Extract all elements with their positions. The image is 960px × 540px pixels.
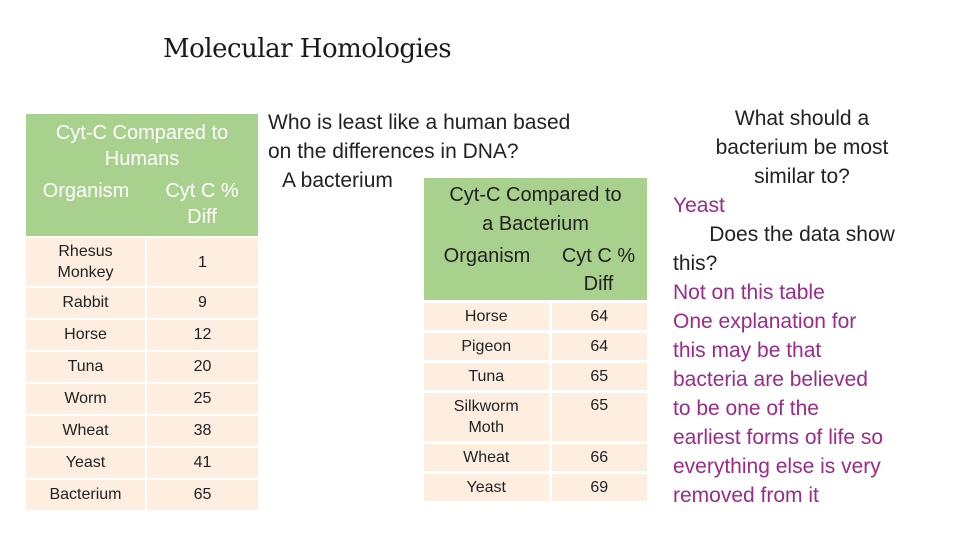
organism-cell: Yeast — [424, 473, 550, 502]
table-caption-row — [26, 114, 258, 178]
table-caption-row — [424, 178, 647, 242]
organism-line: Monkey — [57, 264, 114, 281]
table-row — [26, 383, 258, 415]
diff-cell: 9 — [146, 287, 258, 319]
side-question-line: Does the data show — [709, 223, 895, 246]
table-row — [424, 362, 647, 392]
side-explanation-line: to be one of the — [673, 397, 819, 420]
organism-line: Silkworm — [453, 398, 519, 415]
diff-cell: 25 — [146, 383, 258, 415]
caption-line: Cyt-C Compared to — [55, 122, 229, 144]
side-question-line: bacterium be most — [715, 136, 889, 159]
bacterium-comparison-table — [424, 178, 647, 501]
diff-cell: 64 — [550, 302, 647, 332]
question-line: Who is least like a human based — [268, 111, 571, 134]
side-explanation-line: everything else is very — [673, 455, 881, 478]
table-row — [424, 392, 647, 443]
side-explanation-line: One explanation for — [673, 310, 857, 333]
organism-cell: Bacterium — [26, 479, 146, 510]
diff-cell: 65 — [146, 479, 258, 510]
organism-cell: Horse — [424, 302, 550, 332]
organism-line: Moth — [468, 419, 505, 436]
caption-line: a Bacterium — [482, 213, 589, 235]
table-row — [424, 302, 647, 332]
organism-cell: Tuna — [26, 351, 146, 383]
organism-cell: Pigeon — [424, 332, 550, 362]
organism-cell: Tuna — [424, 362, 550, 392]
side-explanation-line: earliest forms of life so — [673, 426, 884, 449]
organism-cell: Yeast — [26, 447, 146, 479]
diff-cell: 1 — [146, 237, 258, 287]
organism-line: Rhesus — [58, 243, 113, 260]
organism-cell: Horse — [26, 319, 146, 351]
side-question-line: this? — [673, 252, 718, 275]
table-row — [26, 287, 258, 319]
header-line: Cyt C % — [561, 245, 636, 267]
diff-cell: 65 — [550, 362, 647, 392]
diff-cell: 41 — [146, 447, 258, 479]
column-header-organism: Organism — [424, 242, 550, 302]
question-line: on the differences in DNA? — [268, 140, 519, 163]
organism-cell: Wheat — [424, 443, 550, 473]
table-header-row — [26, 178, 258, 237]
diff-cell: 20 — [146, 351, 258, 383]
slide-title: Molecular Homologies — [163, 34, 452, 64]
table-row — [26, 319, 258, 351]
diff-cell: 38 — [146, 415, 258, 447]
question-answer: A bacterium — [282, 169, 393, 192]
header-line: Diff — [583, 273, 614, 295]
side-explanation-line: removed from it — [673, 484, 819, 507]
diff-cell: 65 — [550, 392, 647, 443]
organism-cell: Rabbit — [26, 287, 146, 319]
organism-cell: Worm — [26, 383, 146, 415]
table-row — [26, 415, 258, 447]
side-answer: Yeast — [673, 194, 725, 217]
organism-cell — [424, 392, 550, 443]
table-row — [26, 351, 258, 383]
table-header-row — [424, 242, 647, 302]
organism-cell — [26, 237, 146, 287]
diff-cell: 64 — [550, 332, 647, 362]
column-header-diff — [550, 242, 647, 302]
caption-line: Cyt-C Compared to — [449, 184, 622, 206]
diff-cell: 66 — [550, 443, 647, 473]
column-header-organism: Organism — [26, 178, 146, 237]
table-caption — [424, 178, 647, 242]
column-header-diff — [146, 178, 258, 237]
side-notes — [652, 104, 952, 510]
side-question-line: What should a — [734, 107, 870, 130]
side-explanation-line: bacteria are believed — [673, 368, 868, 391]
header-line: Diff — [187, 206, 217, 228]
side-explanation-line: this may be that — [673, 339, 822, 362]
table-row — [424, 443, 647, 473]
human-comparison-table — [26, 114, 258, 510]
side-answer: Not on this table — [673, 281, 825, 304]
side-question-line: similar to? — [754, 165, 850, 188]
table-row — [424, 473, 647, 502]
header-line: Cyt C % — [165, 180, 239, 202]
table-row — [26, 479, 258, 510]
caption-line: Humans — [104, 148, 180, 170]
table-row — [424, 332, 647, 362]
table-row — [26, 447, 258, 479]
diff-cell: 69 — [550, 473, 647, 502]
table-caption — [26, 114, 258, 178]
table-row — [26, 237, 258, 287]
organism-cell: Wheat — [26, 415, 146, 447]
diff-cell: 12 — [146, 319, 258, 351]
